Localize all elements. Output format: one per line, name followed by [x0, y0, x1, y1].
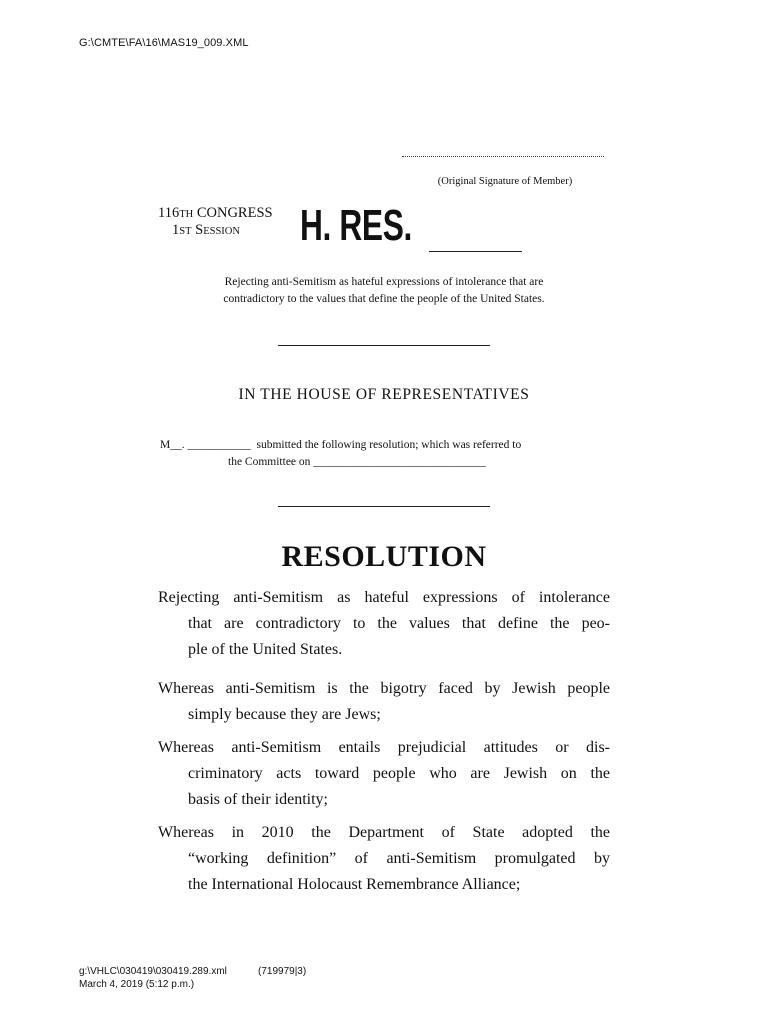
paragraph-line: Whereas in 2010 the Department of State adopted the: [158, 824, 610, 841]
bill-number-blank: [429, 251, 522, 252]
divider-rule: [278, 345, 490, 346]
footer-date: March 4, 2019 (5:12 p.m.): [79, 979, 195, 990]
short-title-line: contradictory to the values that define the people of the United States.: [223, 293, 545, 305]
resolution-heading: RESOLUTION: [281, 540, 487, 573]
paragraph-line: criminatory acts toward people who are Jewish on the: [188, 765, 610, 782]
chamber-heading: IN THE HOUSE OF REPRESENTATIVES: [238, 386, 530, 403]
divider-rule: [278, 506, 490, 507]
resolution-title-paragraph: [158, 585, 610, 663]
paragraph-line: ple of the United States.: [188, 641, 343, 658]
paragraph-line: Rejecting anti-Semitism as hateful expressions of intolerance: [158, 589, 610, 606]
whereas-clause: [158, 820, 610, 898]
session-number: [172, 222, 240, 240]
paragraph-line: simply because they are Jews;: [188, 706, 381, 723]
session-label: ESSION: [203, 226, 240, 237]
footer-file-path: g:\VHLC\030419\030419.289.xml: [79, 966, 227, 977]
submission-line: M__. ___________ submitted the following resolution; which was referred to: [160, 439, 522, 451]
committee-line: the Committee on ______________________________: [228, 456, 486, 468]
footer-code: (719979|3): [258, 966, 307, 977]
session-label-first: S: [195, 222, 204, 238]
signature-caption: (Original Signature of Member): [437, 176, 573, 187]
paragraph-line: the International Holocaust Remembrance Alliance;: [188, 876, 521, 893]
congress-number-value: 116: [158, 205, 180, 221]
paragraph-line: Whereas anti-Semitism entails prejudicial attitudes or dis-: [158, 739, 610, 756]
paragraph-line: “working definition” of anti-Semitism promulgated by: [188, 850, 610, 867]
short-title: [160, 274, 608, 308]
session-number-suffix: ST: [179, 226, 192, 237]
session-number-value: 1: [172, 222, 180, 238]
congress-number-suffix: TH: [179, 209, 194, 220]
whereas-clause: [158, 735, 610, 813]
paragraph-line: that are contradictory to the values that define the peo-: [188, 615, 610, 632]
paragraph-line: basis of their identity;: [188, 791, 328, 808]
whereas-clause: [158, 676, 610, 728]
congress-label: CONGRESS: [196, 205, 273, 221]
signature-line: [402, 156, 604, 157]
file-path-header: G:\CMTE\FA\16\MAS19_009.XML: [79, 37, 249, 49]
bill-type: H. RES.: [300, 201, 412, 250]
paragraph-line: Whereas anti-Semitism is the bigotry faced by Jewish people: [158, 680, 610, 697]
short-title-line: Rejecting anti-Semitism as hateful expressions of intolerance that are: [224, 276, 544, 288]
congress-number: [158, 205, 273, 223]
